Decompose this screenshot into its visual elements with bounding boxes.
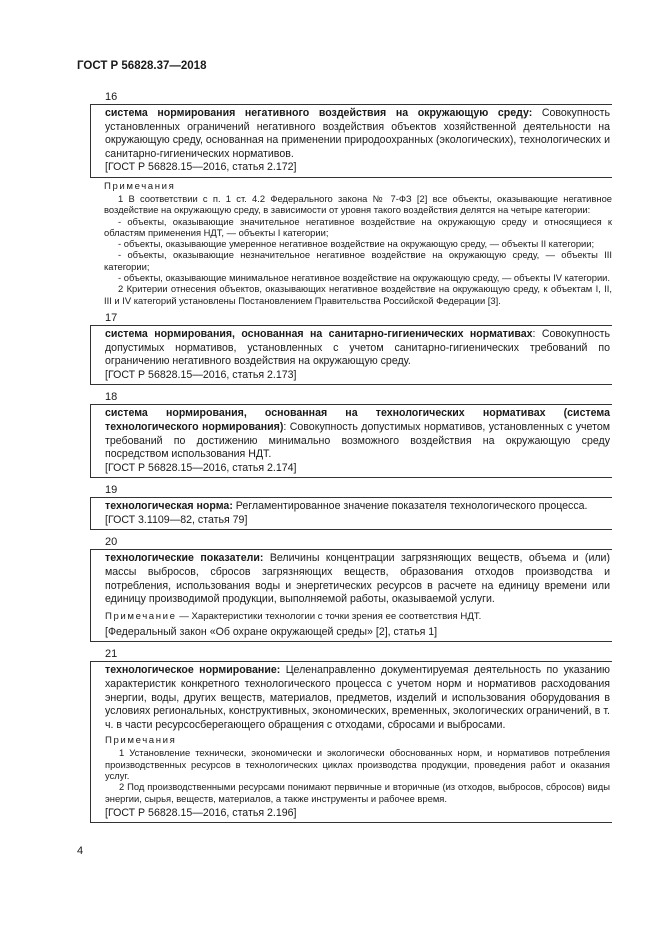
term-number: 16 bbox=[105, 91, 118, 103]
term-source: [ГОСТ 3.1109—82, статья 79] bbox=[105, 513, 248, 526]
definition-text: Величины концентрации загрязняющих веществ, объема и (или) массы выбросов, сбросов загрязняющих веществ, образования отходов производства и потребления, использования воды и энергетических ресурсов в расчете на единицу времени или единицу производимой продукции, выполняемой работы, оказываемой услуги. bbox=[105, 552, 610, 606]
term-box bbox=[90, 325, 612, 385]
term-number: 20 bbox=[105, 536, 118, 549]
term-name: система нормирования, основанная на технологических нормативах (система технологического нормирования) bbox=[105, 407, 610, 433]
term-box bbox=[90, 497, 612, 530]
term-box bbox=[90, 404, 612, 478]
note-item: - объекты, оказывающие незначительное негативное воздействие на окружающую среду, — объекты III категории; bbox=[104, 249, 612, 272]
note-item: - объекты, оказывающие умеренное негативное воздействие на окружающую среду, — объекты II категории; bbox=[118, 238, 595, 250]
term-definition bbox=[91, 107, 612, 161]
term-source: [ГОСТ Р 56828.15—2016, статья 2.196] bbox=[105, 806, 297, 819]
term-box bbox=[90, 661, 612, 823]
term-definition bbox=[91, 407, 612, 461]
note-item: - объекты, оказывающие минимальное негативное воздействие на окружающую среду, — объекты IV категории. bbox=[118, 272, 611, 284]
term-name: технологическая норма: bbox=[105, 500, 233, 513]
notes-block bbox=[90, 181, 612, 306]
term-definition bbox=[91, 500, 612, 514]
term-box bbox=[90, 549, 612, 642]
term-source: [ГОСТ Р 56828.15—2016, статья 2.173] bbox=[105, 368, 297, 381]
terms-content bbox=[90, 90, 612, 828]
document-header: ГОСТ Р 56828.37—2018 bbox=[77, 60, 207, 72]
term-entry-16 bbox=[90, 90, 612, 306]
term-definition bbox=[91, 552, 612, 606]
term-box bbox=[90, 104, 612, 178]
term-number: 17 bbox=[105, 311, 118, 324]
term-name: система нормирования негативного воздействия на окружающую среду: bbox=[105, 107, 533, 119]
term-number: 19 bbox=[105, 484, 118, 497]
notes-block bbox=[91, 735, 612, 803]
note-item: - объекты, оказывающие значительное негативное воздействие на окружающую среду и относящиеся к областям применения НДТ, — объекты I категории; bbox=[104, 215, 612, 238]
notes-heading: Примечания bbox=[105, 735, 177, 747]
note-label: Примечание bbox=[105, 610, 177, 622]
term-source: [ГОСТ Р 56828.15—2016, статья 2.174] bbox=[105, 461, 297, 474]
definition-text: Целенаправленно документируемая деятельность по указанию характеристик конкретного технологического процесса с учетом норм и нормативов расходования энергии, воды, других веществ, материалов, предметов, изделий и использования оборудования в условиях региональных, конструктивных, экономических, временных, экологических ограничений, в т. ч. в части ресурсосберегающего обращения с отходами, сбросами и выбросами. bbox=[105, 664, 610, 731]
note-item: 2 Критерии отнесения объектов, оказывающих негативное воздействие на окружающую среду, к объектам I, II, III и IV категорий установлены Постановлением Правительства Российской Федерации [3]. bbox=[104, 283, 612, 306]
term-entry-17 bbox=[90, 311, 612, 385]
term-source: [ГОСТ Р 56828.15—2016, статья 2.172] bbox=[105, 161, 297, 174]
page-number: 4 bbox=[77, 845, 84, 857]
notes-heading: Примечания bbox=[104, 180, 176, 192]
definition-text: Регламентированное значение показателя технологического процесса. bbox=[232, 500, 588, 513]
term-entry-19 bbox=[90, 483, 612, 530]
term-entry-20 bbox=[90, 535, 612, 642]
term-name: система нормирования, основанная на санитарно-гигиенических нормативах bbox=[105, 327, 533, 340]
term-definition bbox=[91, 328, 612, 369]
term-name: технологические показатели: bbox=[105, 552, 264, 565]
definition-text: Совокупность установленных ограничений негативного воздействия объектов хозяйственной деятельности на окружающую среду, основанная на применении природоохранных (экологических), технологических и санитарно-гигиенических нормативов. bbox=[105, 107, 610, 160]
term-source: [Федеральный закон «Об охране окружающей среды» [2], статья 1] bbox=[105, 625, 438, 638]
definition-text: : Совокупность допустимых нормативов, установленных с учетом санитарно-гигиенических требований по ограничению негативного воздействия на окружающую среду. bbox=[105, 327, 610, 368]
term-name: технологическое нормирование: bbox=[105, 664, 281, 677]
note-item: 2 Под производственными ресурсами понимают первичные и вторичные (из отходов, выбросов, сбросов) виды энергии, сырья, веществ, материалов, а также инструменты и рабочее время. bbox=[105, 781, 610, 804]
definition-text: : Совокупность допустимых нормативов, установленных с учетом требований по достижению минимально возможного воздействия на окружающую среду посредством использования НДТ. bbox=[105, 420, 610, 461]
inline-note bbox=[91, 611, 612, 623]
note-item: 1 В соответствии с п. 1 ст. 4.2 Федерального закона № 7-ФЗ [2] все объекты, оказывающие негативное воздействие на окружающую среду, в зависимости от уровня такого воздействия делятся на четыре категории: bbox=[104, 192, 612, 216]
note-text: — Характеристики технологии с точки зрения ее соответствия НДТ. bbox=[176, 610, 482, 622]
term-entry-21 bbox=[90, 647, 612, 823]
term-definition bbox=[91, 664, 612, 732]
term-number: 18 bbox=[105, 391, 118, 404]
note-item: 1 Установление технически, экономически и экологически обоснованных норм, и нормативов потребления производственных ресурсов в технологических циклах производства продукции, проведения работ и оказания услуг. bbox=[105, 747, 610, 781]
term-number: 21 bbox=[105, 648, 118, 661]
term-entry-18 bbox=[90, 390, 612, 478]
